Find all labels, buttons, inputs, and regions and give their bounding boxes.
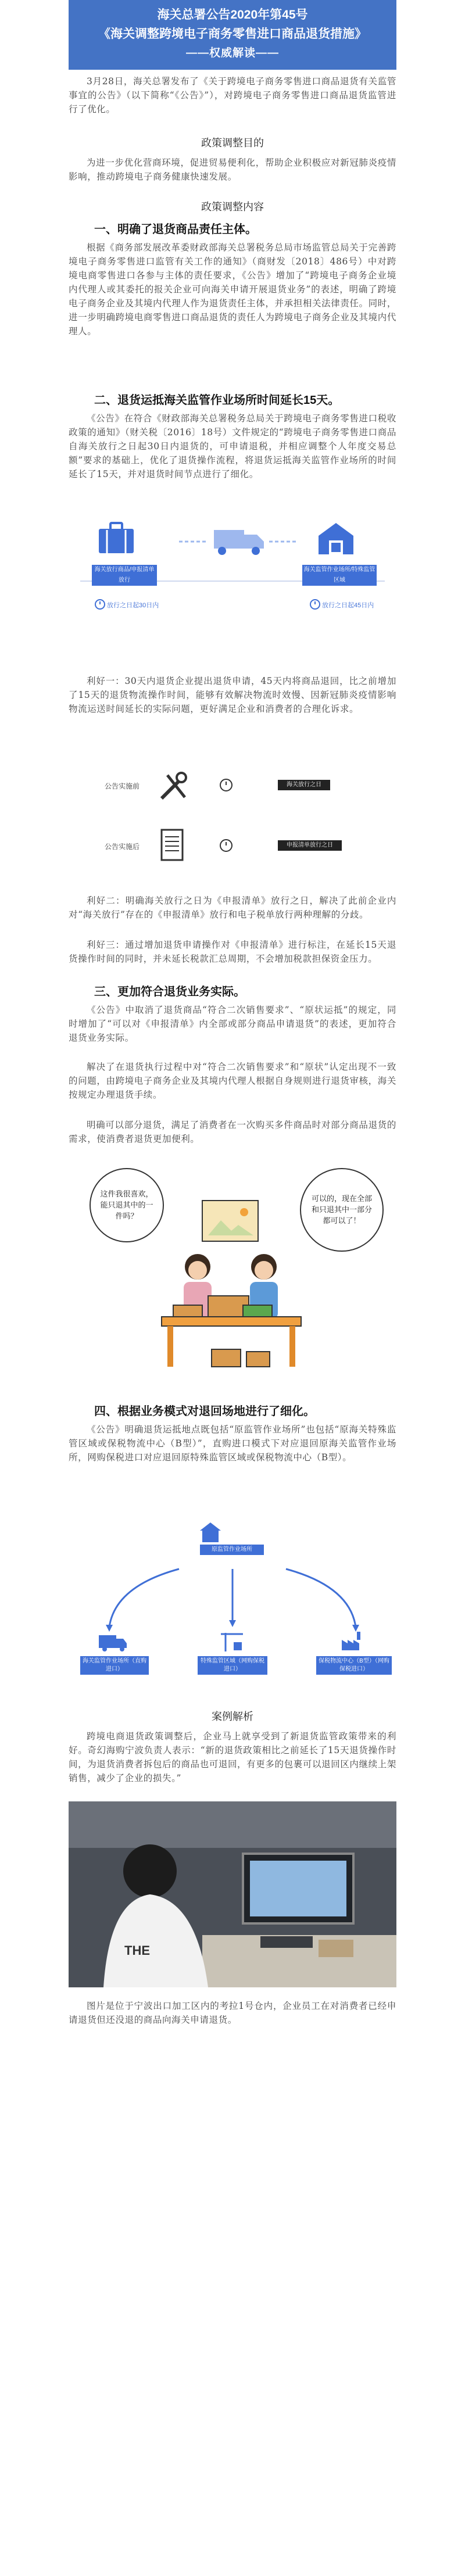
flow-left-box: 海关监管作业场所（直购进口）	[80, 1656, 149, 1675]
tools-icon	[156, 769, 191, 804]
flow-diagram	[69, 1511, 396, 1697]
header-announcement: 海关总署公告2020年第45号	[157, 8, 308, 22]
shopping-illustration	[69, 1162, 396, 1383]
building-icon	[200, 1522, 221, 1542]
header-banner	[69, 0, 396, 70]
section-1-paragraph: 根据《商务部发展改革委财政部海关总署税务总局市场监管总局关于完善跨境电子商务零售进口监管有关工作的通知》（商财发〔2018〕486号）中对跨境电商零售进口各参与主体的责任要求，《公告》增加了“跨境电子商务企业境内代理人或其委托的报关企业可向海关申请开展退货业务”的表述，明确了跨境电子商务企业及其境内代理人作为退货责任主体，并承担相关法律责任。同时，进一步明确跨境电商零售进口商品退货的责任人为跨境电子商务企业及其境内代理人。	[69, 242, 396, 336]
timeline-right-caption: 海关监管作业场所/特殊监管区域	[302, 565, 377, 586]
factory-icon	[342, 1632, 360, 1650]
benefit-3-paragraph: 利好三：通过增加退货申请操作对《申报清单》进行标注，在延长15天退货操作时间的同时，并未延长税款汇总周期，不会增加税款担保资金压力。	[69, 940, 396, 964]
timeline-illustration	[69, 511, 396, 662]
section-4-paragraph: 《公告》明确退货运抵地点既包括“原监管作业场所”也包括“原海关特殊监管区域或保税物流中心（B型）”，直购进口模式下对应退回原海关监管作业场所，网购保税进口对应退回原特殊监管区域或保税物流中心（B型）。	[69, 1424, 396, 1463]
case-title: 案例解析	[212, 1711, 253, 1722]
photo-caption: 图片是位于宁波出口加工区内的考拉1号仓内，企业员工在对消费者已经申请退货但还没退的商品向海关申请退货。	[69, 2001, 396, 2025]
section-3-paragraph-1: 《公告》中取消了退货商品“符合二次销售要求”、“原状运抵”的规定，同时增加了“可以对《申报清单》内全部或部分商品申请退货”的表述，更加符合退货业务实际。	[69, 1005, 396, 1043]
truck-icon	[99, 1635, 127, 1651]
document-icon	[159, 827, 185, 862]
shirt-print-text: THE	[124, 1943, 150, 1958]
flow-top-box: 原监管作业场所	[200, 1545, 264, 1555]
clock-icon	[219, 778, 234, 793]
after-label: 公告实施后	[105, 843, 140, 851]
before-label: 公告实施前	[105, 782, 140, 790]
section-2-title: 二、退货运抵海关监管作业场所时间延长15天。	[94, 394, 340, 407]
flow-right-box: 保税物流中心（B型）（网购保税进口）	[316, 1656, 392, 1675]
section-4-title: 四、根据业务模式对退回场地进行了细化。	[94, 1405, 315, 1418]
case-paragraph: 跨境电商退货政策调整后，企业马上就享受到了新退货监管政策带来的利好。奇幻海购宁波负责人表示：“新的退货政策相比之前延长了15天退货操作时间，为退货消费者拆包后的商品也可退回，有更多的包裹可以退回区内继续上架销售，减少了企业的损失。”	[69, 1731, 396, 1783]
warehouse-icon	[319, 523, 353, 554]
people-packing-image	[156, 1197, 307, 1377]
truck-icon	[179, 530, 298, 555]
benefit-1-paragraph: 利好一：30天内退货企业提出退货申请，45天内将商品退回，比之前增加了15天的退货物流操作时间，能够有效解决物流时效慢、因新冠肺炎疫情影响物流运送时间延长的实际问题，更好满足企业和消费者的合理化诉求。	[69, 676, 396, 714]
section-2-paragraph: 《公告》在符合《财政部海关总署税务总局关于跨境电子商务零售进口税收政策的通知》（财关税〔2016〕18号）文件规定的“跨境电子商务零售进口商品自海关放行之日起30日内退货的，可申请退税，并相应调整个人年度交易总额”要求的基础上，优化了退货操作流程，将退货运抵海关监管作业场所的时间延长了15天，并对退货时间节点进行了细化。	[69, 413, 396, 479]
compare-illustration	[69, 767, 396, 872]
timeline-right-time: 放行之日起45日内	[322, 602, 374, 609]
flow-middle-box: 特殊监管区域（网购保税进口）	[198, 1656, 267, 1675]
header-title: 《海关调整跨境电子商务零售进口商品退货措施》	[98, 27, 367, 41]
section-3-title: 三、更加符合退货业务实际。	[94, 986, 245, 998]
content-title: 政策调整内容	[201, 201, 264, 213]
intro-paragraph: 3月28日，海关总署发布了《关于跨境电子商务零售进口商品退货有关监管事宜的公告》（以下简称“《公告》”），对跨境电子商务零售进口商品退货监管进行了优化。	[69, 76, 396, 114]
timeline-graphic	[69, 511, 396, 662]
crane-icon	[221, 1633, 243, 1651]
speech-bubble-right: 可以的，现在全部和只退其中一部分都可以了！	[300, 1168, 384, 1252]
clock-icon	[219, 838, 234, 853]
timeline-left-time: 放行之日起30日内	[107, 602, 159, 609]
speech-bubble-left: 这件我很喜欢，能只退其中的一件吗？	[90, 1168, 164, 1242]
after-caption: 申报清单放行之日	[278, 840, 342, 851]
luggage-icon	[99, 523, 134, 553]
warehouse-photo-image	[69, 1801, 396, 1987]
header-subtitle: ——权威解读——	[185, 47, 279, 59]
before-caption: 海关放行之日	[278, 780, 330, 790]
section-1-title: 一、明确了退货商品责任主体。	[94, 223, 257, 236]
benefit-2-paragraph: 利好二：明确海关放行之日为《申报清单》放行之日，解决了此前企业内对“海关放行”存在的《申报清单》放行和电子税单放行两种理解的分歧。	[69, 895, 396, 920]
section-3-paragraph-3: 明确可以部分退货，满足了消费者在一次购买多件商品时对部分商品退货的需求，使消费者退货更加便利。	[69, 1120, 396, 1144]
purpose-title: 政策调整目的	[201, 137, 264, 149]
timeline-left-caption: 海关放行商品/申报清单放行	[92, 565, 157, 586]
warehouse-photo	[69, 1801, 396, 1987]
section-3-paragraph-2: 解决了在退货执行过程中对“符合二次销售要求”和“原状”认定出现不一致的问题，由跨境电子商务企业及其境内代理人根据自身规则进行退货审核，海关按规定办理退货手续。	[69, 1062, 396, 1100]
purpose-paragraph: 为进一步优化营商环境，促进贸易便利化，帮助企业积极应对新冠肺炎疫情影响，推动跨境电子商务健康快速发展。	[69, 157, 396, 182]
